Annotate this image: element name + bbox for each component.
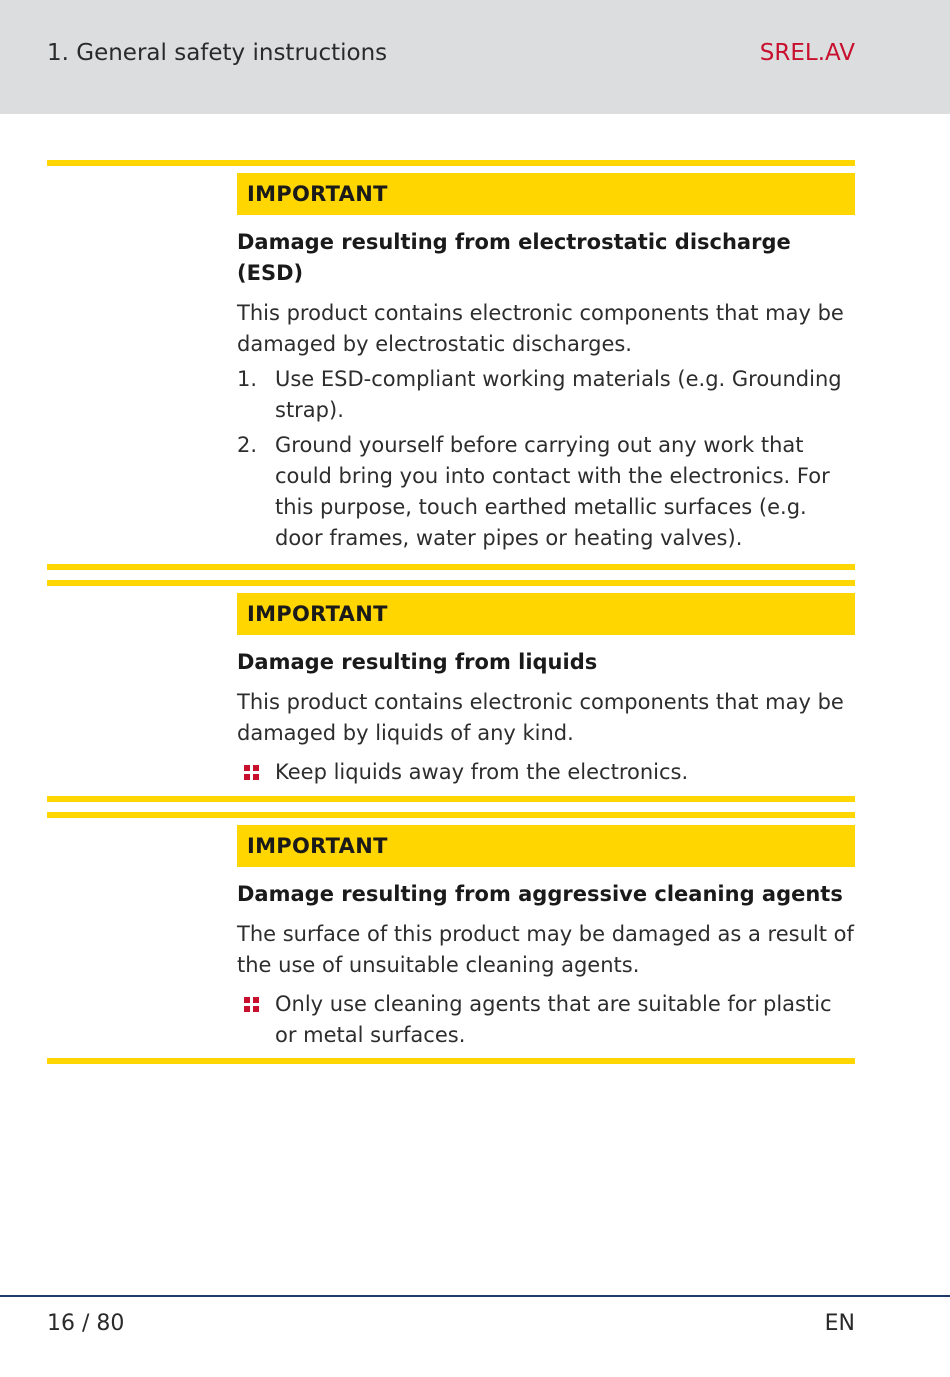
notice-text: The surface of this product may be damaged as a result of the use of unsuitable cleaning agents. xyxy=(237,922,854,977)
notice-liquids xyxy=(47,580,855,804)
step-text: Use ESD-compliant working materials (e.g. Grounding strap). xyxy=(275,367,842,422)
language-label: EN xyxy=(824,1311,855,1336)
notice-rule-bottom xyxy=(47,1058,855,1064)
notice-body xyxy=(237,825,855,1051)
page-header xyxy=(0,0,950,114)
notice-body xyxy=(237,593,855,788)
notice-title: Damage resulting from electrostatic discharge (ESD) xyxy=(237,230,791,285)
page-number: 16 / 80 xyxy=(47,1311,125,1336)
bullet-text: Only use cleaning agents that are suitable for plastic or metal surfaces. xyxy=(275,992,832,1047)
notice-rule-bottom xyxy=(47,796,855,802)
list-item xyxy=(237,364,855,426)
notice-text: This product contains electronic components that may be damaged by electrostatic discharges. xyxy=(237,301,844,356)
important-banner: IMPORTANT xyxy=(237,825,855,867)
list-item xyxy=(237,757,855,788)
step-number: 2. xyxy=(237,433,258,457)
bullet-icon xyxy=(244,765,259,780)
list-item xyxy=(237,430,855,554)
brand-label: SREL.AV xyxy=(759,40,855,66)
notice-rule-top xyxy=(47,160,855,166)
notice-rule-top xyxy=(47,580,855,586)
notice-esd xyxy=(47,160,855,572)
section-title: 1. General safety instructions xyxy=(47,40,388,66)
important-banner: IMPORTANT xyxy=(237,593,855,635)
notice-rule-top xyxy=(47,812,855,818)
bullet-text: Keep liquids away from the electronics. xyxy=(275,760,689,784)
list-item xyxy=(237,989,855,1051)
notice-title: Damage resulting from aggressive cleaning agents xyxy=(237,882,843,906)
step-number: 1. xyxy=(237,367,258,391)
notice-cleaning-agents xyxy=(47,812,855,1066)
notice-body xyxy=(237,173,855,554)
notice-title: Damage resulting from liquids xyxy=(237,650,598,674)
bullet-icon xyxy=(244,997,259,1012)
footer-divider xyxy=(0,1295,950,1297)
notice-text: This product contains electronic components that may be damaged by liquids of any kind. xyxy=(237,690,844,745)
important-banner: IMPORTANT xyxy=(237,173,855,215)
notice-rule-bottom xyxy=(47,564,855,570)
step-text: Ground yourself before carrying out any work that could bring you into contact with the electronics. For this purpose, touch earthed metallic surfaces (e.g. door frames, water pipes or heating valves). xyxy=(275,433,830,550)
